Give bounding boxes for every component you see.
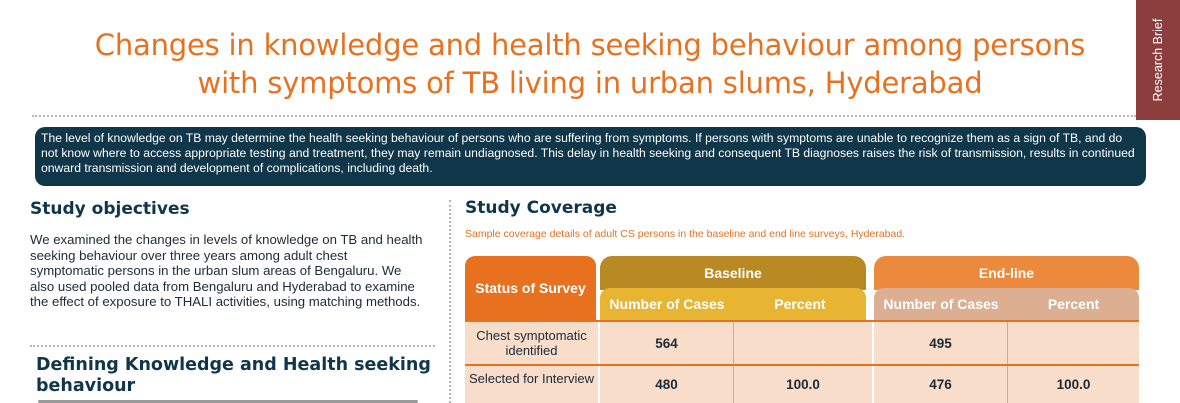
subheader-endline-cases: Number of Cases bbox=[874, 288, 1008, 320]
coverage-subtitle: Sample coverage details of adult CS persons in the baseline and end line surveys, Hyderabad. bbox=[465, 228, 906, 240]
table-cell-endline-percent: 100.0 bbox=[1008, 366, 1139, 403]
column-divider bbox=[449, 200, 451, 403]
header-status-of-survey: Status of Survey bbox=[465, 256, 596, 320]
objectives-heading: Study objectives bbox=[30, 199, 190, 219]
table-row-label: Chest symptomatic identified bbox=[465, 322, 600, 364]
section-divider bbox=[30, 345, 435, 347]
table-cell-endline-percent bbox=[1008, 322, 1139, 364]
table-cell-baseline-cases: 564 bbox=[600, 322, 734, 364]
page-title bbox=[40, 26, 1140, 102]
defining-heading: Defining Knowledge and Health seeking behaviour bbox=[36, 355, 431, 396]
title-line-2: with symptoms of TB living in urban slums, Hyderabad bbox=[197, 66, 983, 100]
research-brief-tab bbox=[1136, 0, 1180, 120]
objectives-text: We examined the changes in levels of knowledge on TB and health seeking behaviour over three years among adult chest symptomatic persons in the urban slum areas of Bengaluru. We also used pooled data from Bengaluru and Hyderabad to examine the effect of exposure to THALI activities, using matching methods. bbox=[30, 232, 423, 309]
title-divider bbox=[32, 115, 1136, 117]
intro-box: The level of knowledge on TB may determine the health seeking behaviour of persons who are suffering from symptoms. If persons with symptoms are unable to recognize them as a sign of TB, and do not know where to access appropriate testing and treatment, they may remain undiagnosed. This delay in health seeking and consequent TB diagnoses raises the risk of transmission, results in continued onward transmission and development of complications, including death. bbox=[35, 127, 1146, 186]
table-cell-baseline-percent bbox=[734, 322, 874, 364]
coverage-heading: Study Coverage bbox=[465, 198, 617, 218]
table-cell-endline-cases: 495 bbox=[874, 322, 1008, 364]
header-endline: End-line bbox=[874, 256, 1139, 290]
table-cell-endline-cases: 476 bbox=[874, 366, 1008, 403]
subheader-endline-percent: Percent bbox=[1008, 288, 1139, 320]
header-baseline: Baseline bbox=[600, 256, 866, 290]
table-row-label: Selected for Interview bbox=[465, 366, 600, 403]
title-line-1: Changes in knowledge and health seeking behaviour among persons bbox=[94, 28, 1086, 62]
research-brief-label: Research Brief bbox=[1151, 18, 1165, 102]
subheader-baseline-cases: Number of Cases bbox=[600, 288, 734, 320]
table-cell-baseline-cases: 480 bbox=[600, 366, 734, 403]
table-cell-baseline-percent: 100.0 bbox=[734, 366, 874, 403]
subheader-baseline-percent: Percent bbox=[734, 288, 866, 320]
